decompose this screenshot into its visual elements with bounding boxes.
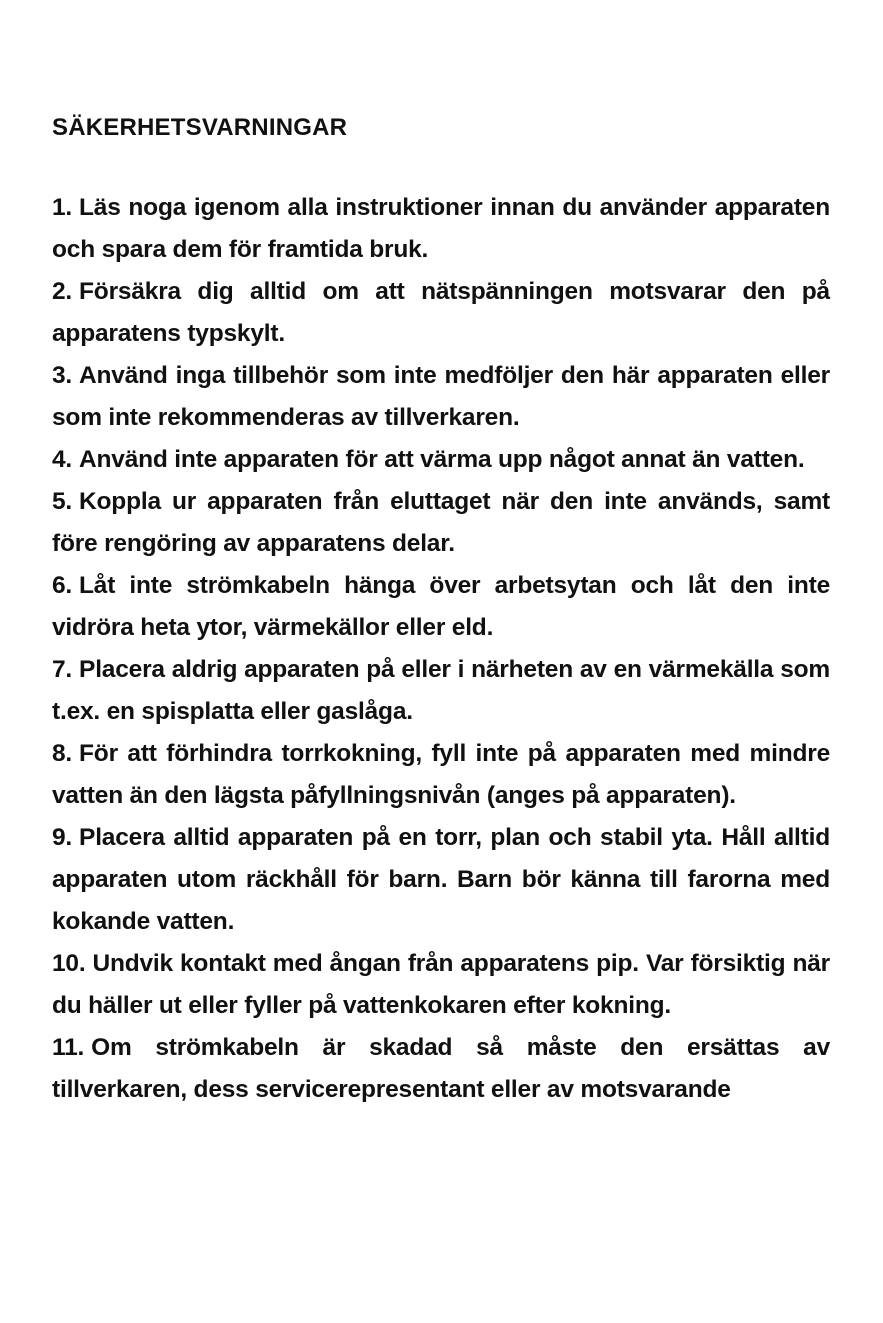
list-item xyxy=(52,565,830,649)
item-number: 2. xyxy=(52,278,73,305)
item-text: Använd inga tillbehör som inte medföljer den här apparaten eller som inte rekommenderas av tillverkaren. xyxy=(52,362,830,431)
item-text: Försäkra dig alltid om att nätspänningen motsvarar den på apparatens typskylt. xyxy=(52,278,830,347)
item-number: 11. xyxy=(52,1034,85,1061)
list-item xyxy=(52,733,830,817)
item-number: 6. xyxy=(52,572,73,599)
list-item xyxy=(52,481,830,565)
list-item xyxy=(52,943,830,1027)
list-item xyxy=(52,187,830,271)
item-text: Placera aldrig apparaten på eller i närheten av en värmekälla som t.ex. en spisplatta eller gaslåga. xyxy=(52,656,830,725)
item-number: 8. xyxy=(52,740,73,767)
item-number: 3. xyxy=(52,362,73,389)
item-text: Undvik kontakt med ångan från apparatens pip. Var försiktig när du häller ut eller fyller på vattenkokaren efter kokning. xyxy=(52,950,830,1019)
list-item xyxy=(52,649,830,733)
list-item xyxy=(52,817,830,943)
item-number: 9. xyxy=(52,824,73,851)
list-item xyxy=(52,355,830,439)
item-text: Använd inte apparaten för att värma upp något annat än vatten. xyxy=(79,446,805,473)
list-item xyxy=(52,439,830,481)
item-text: Koppla ur apparaten från eluttaget när den inte används, samt före rengöring av apparatens delar. xyxy=(52,488,830,557)
item-number: 10. xyxy=(52,950,86,977)
document-content xyxy=(52,108,830,1111)
list-item xyxy=(52,271,830,355)
item-number: 4. xyxy=(52,446,73,473)
list-item xyxy=(52,1027,830,1111)
item-text: Om strömkabeln är skadad så måste den ersättas av tillverkaren, dess servicerepresentant eller av motsvarande xyxy=(52,1034,830,1103)
item-text: För att förhindra torrkokning, fyll inte på apparaten med mindre vatten än den lägsta påfyllningsnivån (anges på apparaten). xyxy=(52,740,830,809)
item-text: Låt inte strömkabeln hänga över arbetsytan och låt den inte vidröra heta ytor, värmekällor eller eld. xyxy=(52,572,830,641)
item-text: Läs noga igenom alla instruktioner innan du använder apparaten och spara dem för framtida bruk. xyxy=(52,194,830,263)
item-number: 5. xyxy=(52,488,73,515)
item-text: Placera alltid apparaten på en torr, plan och stabil yta. Håll alltid apparaten utom räckhåll för barn. Barn bör känna till farorna med kokande vatten. xyxy=(52,824,830,935)
page-title: SÄKERHETSVARNINGAR xyxy=(52,114,348,141)
item-number: 7. xyxy=(52,656,73,683)
safety-warnings-list xyxy=(52,187,830,1111)
item-number: 1. xyxy=(52,194,73,221)
